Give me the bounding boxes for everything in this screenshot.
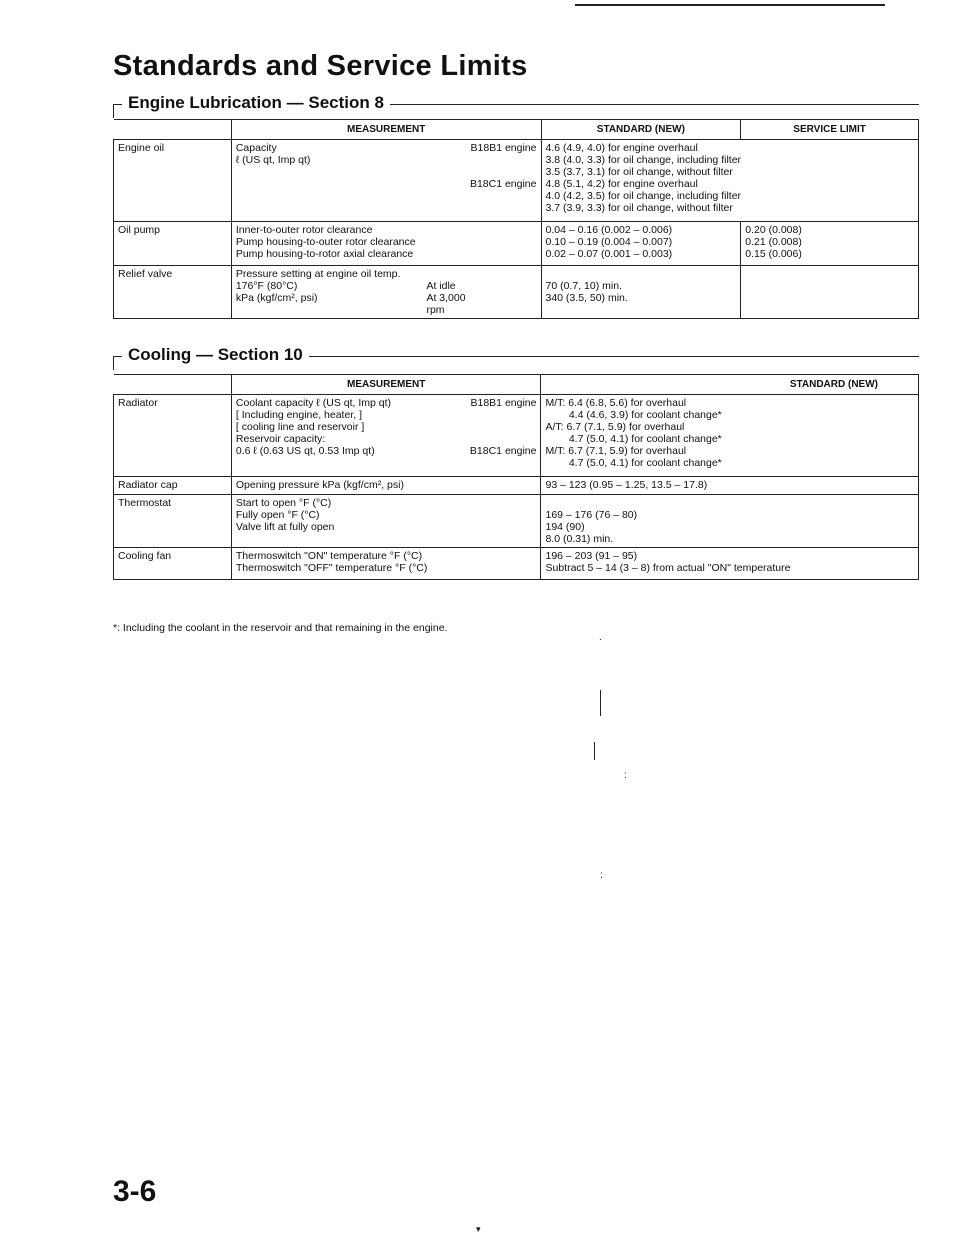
table-header-row [114,120,919,140]
margin-mark: ▾ [476,1224,481,1234]
row-standard: M/T: 6.4 (6.8, 5.6) for overhaul 4.4 (4.6, 3.9) for coolant change* A/T: 6.7 (7.1, 5.9) for overhaul 4.7 (5.0, 4.1) for coolant change* M/T: 6.7 (7.1, 5.9) for overhaul 4.7 (5.0, 4.1) for coolant change* [541,395,919,477]
header-standard: STANDARD (NEW) [541,120,741,140]
row-measurement [231,140,541,222]
table-row [114,140,919,222]
margin-mark: : [600,870,603,881]
row-measurement: Start to open °F (°C) Fully open °F (°C) Valve lift at fully open [231,495,541,548]
row-standard: 4.6 (4.9, 4.0) for engine overhaul 3.8 (4.0, 3.3) for oil change, including filter 3.5 (3.7, 3.1) for oil change, without filter 4.8 (5.1, 4.2) for engine overhaul 4.0 (4.2, 3.5) for oil change, including filter 3.7 (3.9, 3.3) for oil change, without filter [541,140,919,222]
lubrication-heading: Engine Lubrication — Section 8 [122,93,390,113]
table-row [114,222,919,266]
row-item: Radiator cap [114,477,232,495]
row-measurement [231,266,541,319]
row-measurement [231,395,541,477]
measurement-qualifier: At idle At 3,000 rpm [426,280,466,316]
section-rule-left [113,104,114,118]
table-row [114,548,919,580]
header-standard: STANDARD (NEW) [541,375,919,395]
margin-mark [594,742,595,760]
row-item: Oil pump [114,222,232,266]
measurement-text: Capacity ℓ (US qt, Imp qt) [235,142,311,166]
table-row [114,495,919,548]
header-measurement: MEASUREMENT [231,375,541,395]
header-blank [114,120,232,140]
table-header-row [114,375,919,395]
table-row [114,266,919,319]
row-measurement [231,222,541,266]
row-standard: 70 (0.7, 10) min. 340 (3.5, 50) min. [541,266,741,319]
row-measurement: Thermoswitch "ON" temperature °F (°C) Thermoswitch "OFF" temperature °F (°C) [231,548,541,580]
measurement-text: Inner-to-outer rotor clearance Pump housing-to-outer rotor clearance Pump housing-to-rotor axial clearance [235,224,416,260]
row-service-limit: 0.20 (0.008) 0.21 (0.008) 0.15 (0.006) [741,222,919,266]
row-item: Radiator [114,395,232,477]
measurement-qualifier: B18B1 engine B18C1 engine [469,397,537,457]
measurement-qualifier: B18B1 engine B18C1 engine [469,142,537,190]
row-item: Engine oil [114,140,232,222]
row-service-limit [741,266,919,319]
row-standard: 0.04 – 0.16 (0.002 – 0.006) 0.10 – 0.19 (0.004 – 0.007) 0.02 – 0.07 (0.001 – 0.003) [541,222,741,266]
row-item: Relief valve [114,266,232,319]
margin-mark: : [624,770,627,781]
section-rule-left [113,356,114,370]
measurement-text: Pressure setting at engine oil temp. 176°F (80°C) kPa (kgf/cm², psi) [235,268,401,304]
top-rule [575,4,885,6]
header-service-limit: SERVICE LIMIT [741,120,919,140]
cooling-table [113,374,919,580]
row-standard: 93 – 123 (0.95 – 1.25, 13.5 – 17.8) [541,477,919,495]
margin-mark [600,690,601,716]
cooling-heading: Cooling — Section 10 [122,345,309,365]
page-title: Standards and Service Limits [113,50,528,82]
footnote: *: Including the coolant in the reservoir and that remaining in the engine. [113,622,448,634]
measurement-text: Coolant capacity ℓ (US qt, Imp qt) [ Including engine, heater, ] [ cooling line and reservoir ] Reservoir capacity: 0.6 ℓ (0.63 US qt, 0.53 Imp qt) [235,397,392,457]
row-item: Thermostat [114,495,232,548]
page-number: 3-6 [113,1175,157,1208]
row-standard: 169 – 176 (76 – 80) 194 (90) 8.0 (0.31) min. [541,495,919,548]
row-standard: 196 – 203 (91 – 95) Subtract 5 – 14 (3 – 8) from actual "ON" temperature [541,548,919,580]
row-item: Cooling fan [114,548,232,580]
lubrication-table [113,119,919,319]
table-row [114,477,919,495]
row-measurement: Opening pressure kPa (kgf/cm², psi) [231,477,541,495]
header-blank [114,375,232,395]
header-measurement: MEASUREMENT [231,120,541,140]
margin-mark: . [599,632,602,643]
table-row [114,395,919,477]
